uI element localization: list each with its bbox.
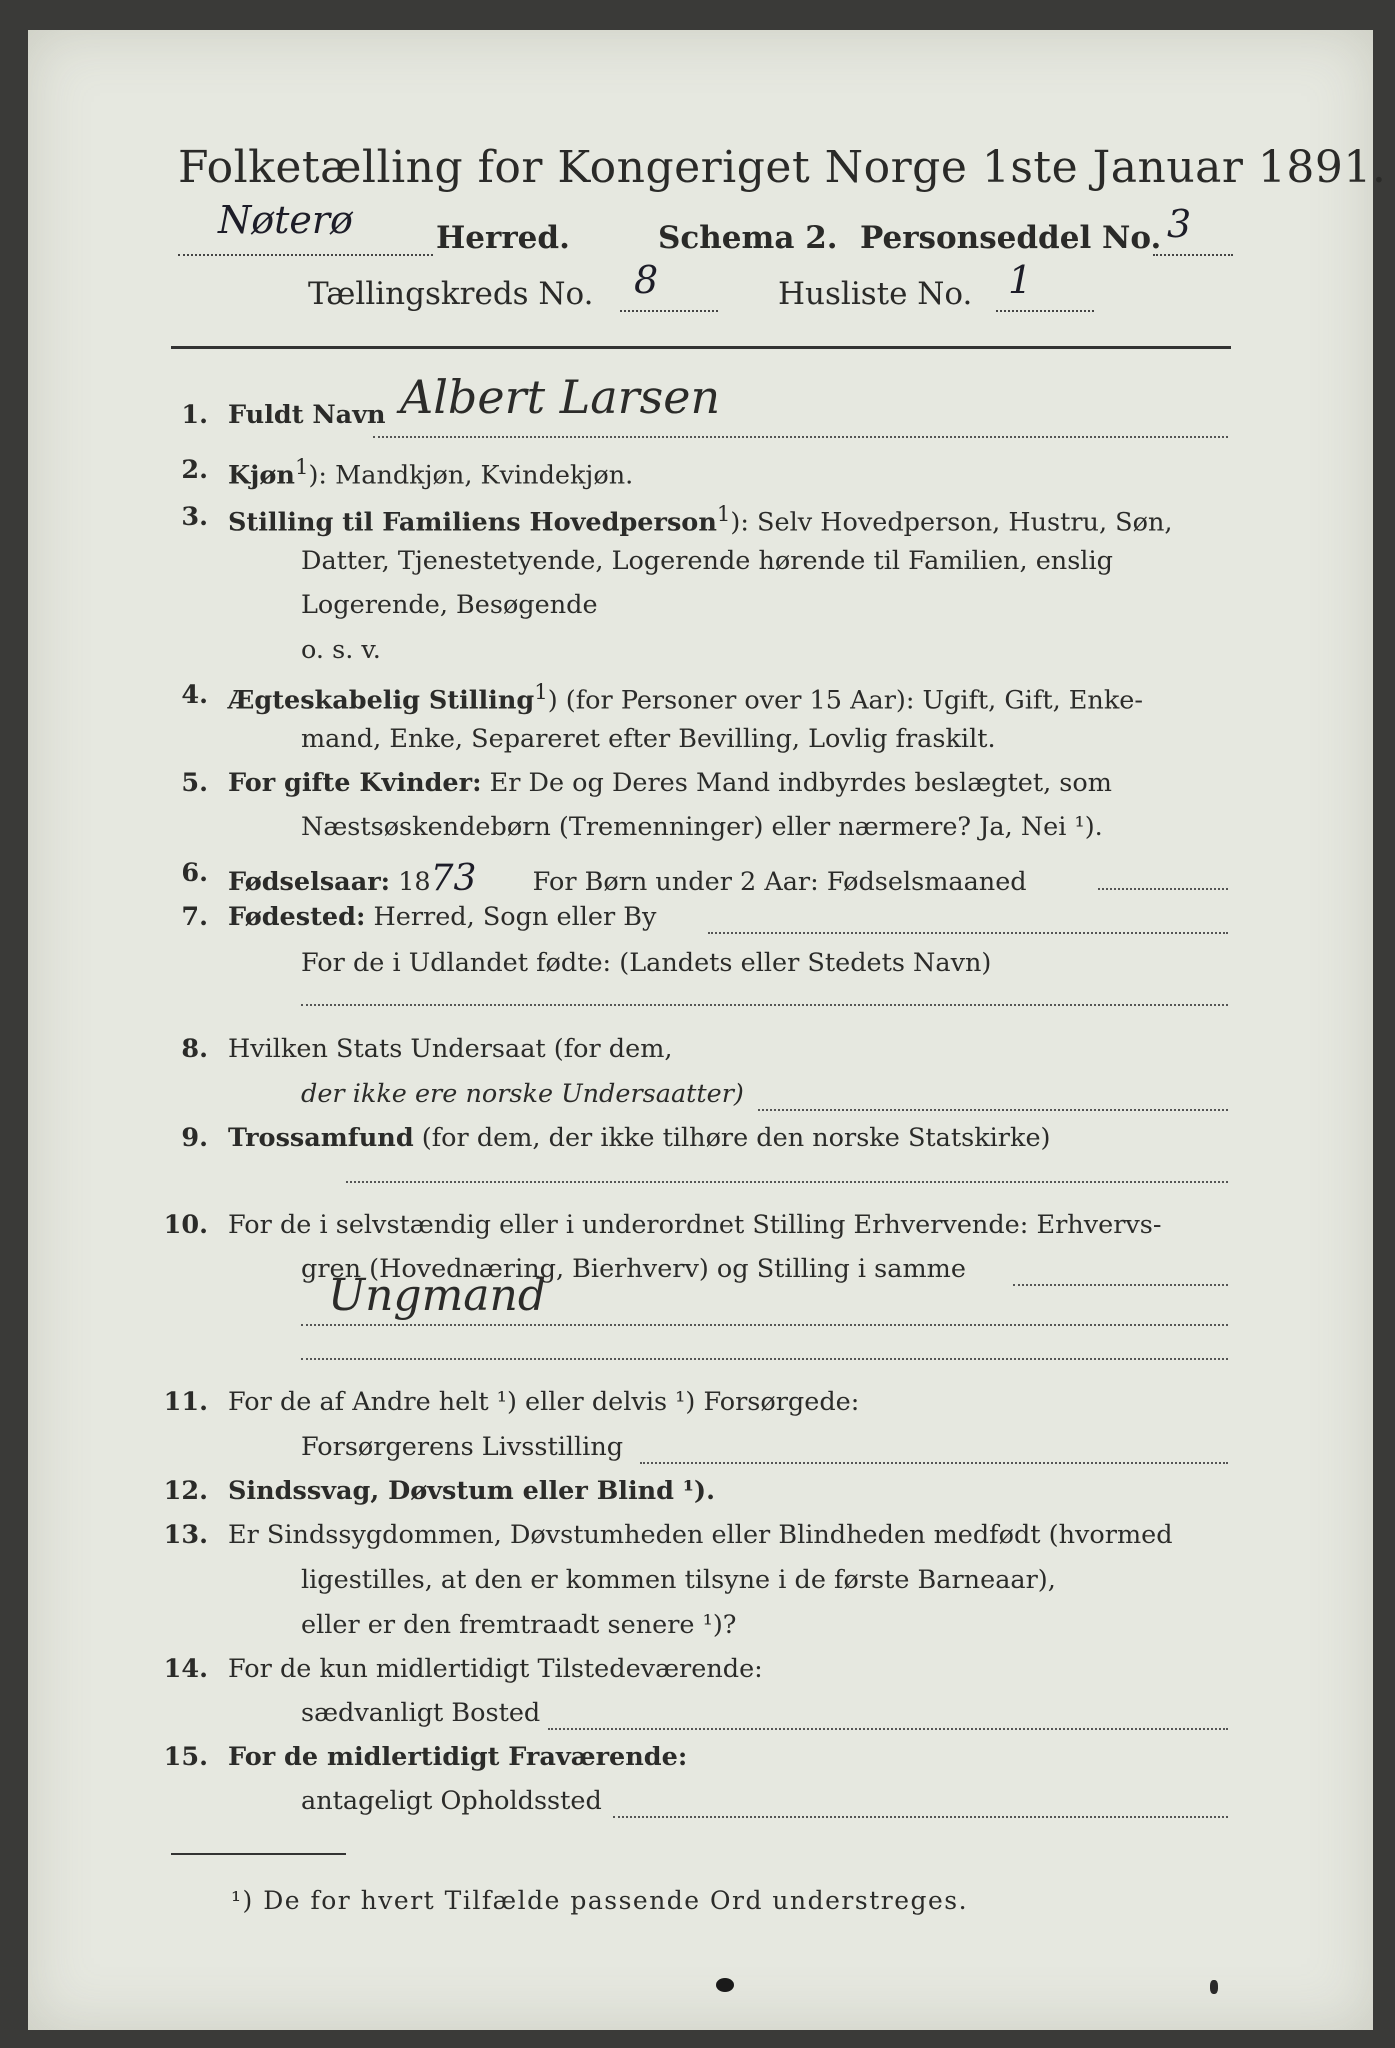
item-3-label: Stilling til Familiens Hovedperson [228, 507, 717, 538]
item-10-text2: gren (Hovednæring, Bierhverv) og Stilling i samme [301, 1254, 966, 1284]
item-13-text2: ligestilles, at den er kommen tilsyne i de første Barneaar), [301, 1565, 1056, 1595]
item-13-text3: eller er den fremtraadt senere ¹)? [301, 1610, 737, 1640]
item-6-number: 6. [181, 858, 208, 888]
item-6-dotline [1098, 888, 1228, 890]
item-3-row: Stilling til Familiens Hovedperson$^1$): Selv Hovedperson, Hustru, Søn, [228, 502, 1173, 538]
item-15-text2: antageligt Opholdssted [301, 1786, 602, 1816]
item-7-label: Fødested: [228, 902, 366, 932]
item-10-dotline-2 [301, 1324, 1228, 1326]
item-8-number: 8. [181, 1034, 208, 1064]
item-13-number: 13. [163, 1520, 208, 1550]
item-5-row [228, 768, 1112, 798]
herred-value: Nøterø [218, 198, 353, 242]
item-13-text1: Er Sindssygdommen, Døvstumheden eller Blindheden medfødt (hvormed [228, 1520, 1173, 1550]
item-7-dotline-2 [301, 1004, 1228, 1006]
husliste-label: Husliste No. [778, 276, 973, 312]
husliste-value: 1 [1008, 258, 1033, 302]
header-row-herred [178, 198, 1238, 262]
item-8-text1: Hvilken Stats Undersaat (for dem, [228, 1034, 673, 1064]
item-1-number: 1. [181, 400, 208, 430]
header-divider [171, 346, 1231, 349]
item-3-number: 3. [181, 502, 208, 532]
item-7-number: 7. [181, 902, 208, 932]
personseddel-label: Personseddel No. [860, 220, 1162, 256]
item-5-number: 5. [181, 768, 208, 798]
item-4-text1: (for Personer over 15 Aar): Ugift, Gift, Enke- [565, 685, 1144, 716]
item-15-dotline [613, 1816, 1228, 1818]
item-9-row [228, 1123, 1051, 1153]
ink-dot-mark [1210, 1980, 1218, 1994]
kreds-field [620, 258, 718, 312]
footnote-rule [171, 1853, 346, 1855]
item-4-sup: 1 [534, 680, 548, 705]
item-10-number: 10. [163, 1210, 208, 1240]
item-5-label: For gifte Kvinder: [228, 768, 482, 798]
item-2-number: 2. [181, 455, 208, 485]
item-14-text1: For de kun midlertidigt Tilstedeværende: [228, 1654, 763, 1684]
item-8-dotline [758, 1109, 1228, 1111]
item-6-text: For Børn under 2 Aar: Fødselsmaaned [532, 867, 1027, 897]
item-6-year-value: 73 [430, 858, 477, 899]
schema-label: Schema 2. [658, 220, 838, 256]
personseddel-value: 3 [1167, 202, 1192, 246]
item-5-text1: Er De og Deres Mand indbyrdes beslægtet, som [489, 768, 1112, 798]
item-3-text3: Logerende, Besøgende [301, 590, 598, 620]
item-1-name-value: Albert Larsen [400, 370, 721, 424]
item-4-row: Ægteskabelig Stilling$^1$) (for Personer over 15 Aar): Ugift, Gift, Enke- [228, 680, 1144, 716]
item-7-text2: For de i Udlandet fødte: (Landets eller Stedets Navn) [301, 948, 992, 978]
item-2-row: Kjøn$^1$): Mandkjøn, Kvindekjøn. [228, 455, 634, 491]
item-7-row [228, 902, 656, 932]
item-6-label: Fødselsaar: [228, 867, 391, 897]
item-12-text: Sindssvag, Døvstum eller Blind ¹). [228, 1476, 716, 1506]
item-2-text: Mandkjøn, Kvindekjøn. [335, 460, 634, 491]
kreds-label: Tællingskreds No. [308, 276, 594, 312]
item-3-text4: o. s. v. [301, 635, 381, 665]
item-11-number: 11. [163, 1387, 208, 1417]
item-10-dotline-1 [1013, 1284, 1228, 1286]
husliste-field [996, 258, 1094, 312]
item-10-text1: For de i selvstændig eller i underordnet Stilling Erhvervende: Erhvervs- [228, 1210, 1162, 1240]
item-11-text2: Forsørgerens Livsstilling [301, 1432, 624, 1462]
footnote: ¹) De for hvert Tilfælde passende Ord understreges. [231, 1886, 969, 1915]
item-15-text1: For de midlertidigt Fraværende: [228, 1742, 688, 1772]
item-3-sup: 1 [716, 502, 731, 527]
item-14-dotline [548, 1728, 1228, 1730]
item-11-dotline [640, 1462, 1228, 1464]
item-2-sup: 1 [294, 455, 309, 480]
census-form-sheet [28, 30, 1387, 2030]
item-9-number: 9. [181, 1123, 208, 1153]
form-title: Folketælling for Kongeriget Norge 1ste Januar 1891. [178, 142, 1387, 193]
item-12-number: 12. [163, 1476, 208, 1506]
item-10-occupation-value: Ungmand [328, 1270, 547, 1321]
item-9-label: Trossamfund [228, 1123, 414, 1153]
item-7-text1: Herred, Sogn eller By [373, 902, 657, 932]
item-3-text1: Selv Hovedperson, Hustru, Søn, [757, 507, 1173, 538]
item-9-dotline [346, 1181, 1228, 1183]
item-6-year-prefix: 18 [398, 867, 431, 897]
header-row-kreds [308, 258, 1128, 316]
item-1-label: Fuldt Navn [228, 400, 386, 430]
kreds-value: 8 [634, 258, 659, 302]
item-8-text2: der ikke ere norske Undersaatter) [301, 1079, 744, 1109]
item-5-text2: Næstsøskendebørn (Tremenninger) eller nærmere? Ja, Nei ¹). [301, 812, 1103, 842]
item-14-text2: sædvanligt Bosted [301, 1698, 541, 1728]
item-1-dotline [373, 436, 1228, 438]
personseddel-field [1153, 202, 1233, 256]
item-9-text: (for dem, der ikke tilhøre den norske Statskirke) [421, 1123, 1051, 1153]
item-4-number: 4. [181, 680, 208, 710]
item-4-label: Ægteskabelig Stilling [228, 685, 535, 716]
herred-field [178, 198, 433, 256]
item-11-text1: For de af Andre helt ¹) eller delvis ¹) Forsørgede: [228, 1387, 860, 1417]
item-15-number: 15. [163, 1742, 208, 1772]
herred-label: Herred. [436, 220, 570, 256]
item-3-text2: Datter, Tjenestetyende, Logerende hørende til Familien, enslig [301, 546, 1113, 576]
item-6-row [228, 858, 1027, 899]
item-4-text2: mand, Enke, Separeret efter Bevilling, Lovlig fraskilt. [301, 724, 996, 754]
item-14-number: 14. [163, 1654, 208, 1684]
item-10-dotline-3 [301, 1358, 1228, 1360]
item-2-label: Kjøn [228, 460, 295, 491]
item-7-dotline-1 [708, 932, 1228, 934]
ink-blot-mark [716, 1978, 734, 1992]
